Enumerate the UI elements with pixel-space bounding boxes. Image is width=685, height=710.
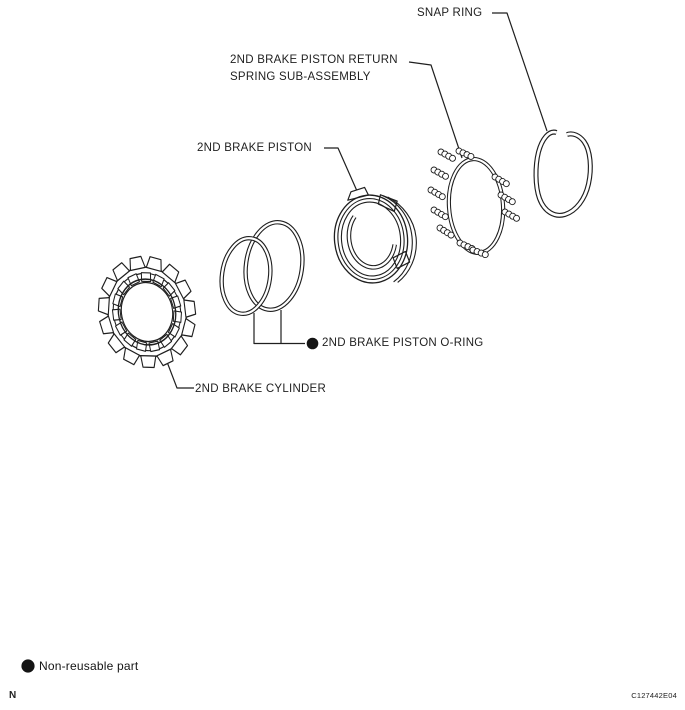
return-spring-label-line2: SPRING SUB-ASSEMBLY bbox=[230, 71, 371, 83]
snap-ring-leader bbox=[492, 13, 547, 131]
legend-bullet-icon bbox=[21, 659, 34, 672]
brake-piston-drawing bbox=[329, 183, 420, 289]
return-spring-label bbox=[230, 52, 398, 86]
return-spring-drawing bbox=[426, 147, 521, 258]
figure-code: C127442E04 bbox=[631, 691, 677, 700]
piston-label: 2ND BRAKE PISTON bbox=[197, 142, 312, 154]
footer-page-letter: N bbox=[9, 690, 17, 701]
oring-leader bbox=[254, 310, 305, 344]
snap-ring-drawing bbox=[536, 132, 590, 215]
piston-leader bbox=[324, 148, 357, 191]
return-spring-leader bbox=[409, 62, 462, 158]
brake-cylinder-drawing bbox=[88, 247, 206, 377]
snap-ring-label: SNAP RING bbox=[417, 7, 483, 19]
cylinder-label: 2ND BRAKE CYLINDER bbox=[195, 383, 327, 395]
piston-oring-label: 2ND BRAKE PISTON O-RING bbox=[322, 337, 484, 349]
non-reusable-bullet-icon bbox=[307, 338, 319, 350]
piston-oring-drawing bbox=[217, 219, 308, 317]
return-spring-label-line1: 2ND BRAKE PISTON RETURN bbox=[230, 54, 398, 66]
spring-coils bbox=[426, 147, 521, 258]
non-reusable-legend-text: Non-reusable part bbox=[39, 659, 139, 673]
